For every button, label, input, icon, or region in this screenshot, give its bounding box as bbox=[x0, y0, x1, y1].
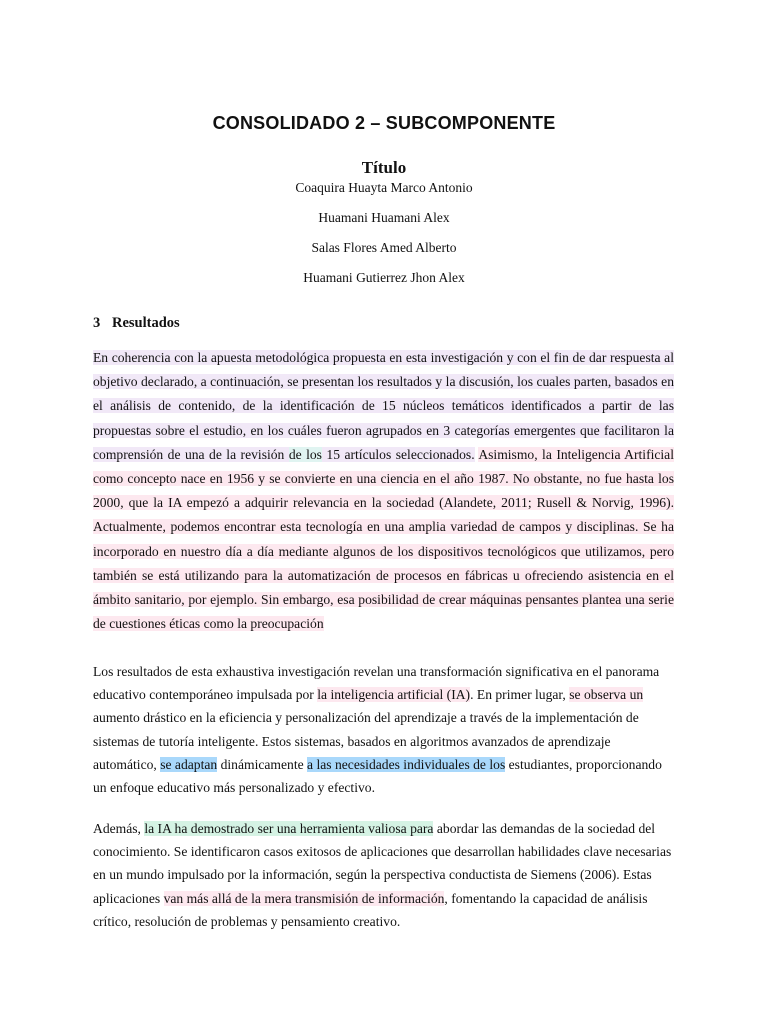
author-name: Coaquira Huayta Marco Antonio bbox=[295, 180, 473, 195]
highlighted-text: se observa un bbox=[569, 687, 644, 703]
paragraph-text: , fomentando la capacidad de análisis crítico, resolución de problemas y pensamiento creativo. bbox=[93, 890, 648, 929]
paragraph-text: abordar las demandas de la sociedad del conocimiento. Se identificaron casos exitosos de aplicaciones que desarrollan habilidades clave necesarias en un mundo impulsado por la información, según la perspectiva conductista de Siemens (2006). Estas aplicaciones bbox=[93, 821, 672, 906]
paragraph-text: estudiantes, proporcionando un enfoque educativo más personalizado y efectivo. bbox=[93, 756, 662, 796]
results-paragraph-1 bbox=[93, 346, 674, 636]
section-heading bbox=[93, 315, 180, 332]
author-name: Huamani Gutierrez Jhon Alex bbox=[303, 270, 465, 285]
paragraph-text: Los resultados de esta exhaustiva investigación revelan una transformación significativa en el panorama educativo contemporáneo impulsada por bbox=[93, 664, 660, 703]
highlighted-text: la inteligencia artificial (IA) bbox=[317, 687, 471, 703]
highlighted-text: En coherencia con la apuesta metodológica propuesta en esta investigación y con el fin de dar respuesta al objetivo declarado, a continuación, se presentan los resultados y la discusión, los cuales parten, basados en el análisis de contenido, de la identificación de 15 núcleos temáticos identificados a partir de las propuestas sobre el estudio, en los cuáles fueron agrupados en 3 categorías emergentes que facilitaron la comprensión de una de la revisión bbox=[93, 350, 674, 462]
paragraph-text: dinámicamente bbox=[217, 756, 308, 772]
document-title: Título bbox=[361, 158, 407, 177]
highlighted-text: la IA ha demostrado ser una herramienta valiosa para bbox=[144, 821, 434, 836]
highlighted-text: 15 artículos seleccionados. bbox=[321, 446, 475, 462]
author-name: Salas Flores Amed Alberto bbox=[311, 240, 457, 255]
author-name: Huamani Huamani Alex bbox=[318, 210, 450, 225]
highlighted-text: a las necesidades individuales de los bbox=[307, 756, 506, 772]
results-paragraph-2 bbox=[93, 660, 674, 799]
highlighted-text: Asimismo, la Inteligencia Artificial como concepto nace en 1956 y se convierte en una ciencia en el año 1987. No obstante, no fue hasta los 2000, que la IA empezó a adquirir relevancia en la sociedad (Alandete, 2011; Rusell & Norvig, 1996). Actualmente, podemos encontrar esta tecnología en una amplia variedad de campos y disciplinas. Se ha incorporado en nuestro día a día mediante algunos de los dispositivos tecnológicos que utilizamos, pero también se está utilizando para la automatización de procesos en fábricas u ofreciendo asistencia en el ámbito sanitario, por ejemplo. Sin embargo, esa posibilidad de crear máquinas pensantes plantea una serie de cuestiones éticas como la preocupación bbox=[93, 446, 674, 632]
highlighted-text: van más allá de la mera transmisión de información bbox=[163, 890, 445, 906]
section-title: Resultados bbox=[112, 315, 180, 331]
highlighted-text: de los bbox=[288, 446, 322, 462]
section-number: 3 bbox=[93, 315, 101, 331]
paragraph-text: aumento drástico en la eficiencia y personalización del aprendizaje a través de la implementación de sistemas de tutoría inteligente. Estos sistemas, basados en algoritmos avanzados de aprendizaje automático, bbox=[93, 710, 639, 772]
paragraph-text: . En primer lugar, bbox=[470, 687, 570, 703]
highlighted-text: se adaptan bbox=[160, 756, 218, 772]
author-list bbox=[0, 178, 768, 298]
paragraph-text: Además, bbox=[93, 821, 145, 836]
results-paragraph-3 bbox=[93, 817, 674, 933]
document-heading: CONSOLIDADO 2 – SUBCOMPONENTE bbox=[212, 113, 556, 133]
